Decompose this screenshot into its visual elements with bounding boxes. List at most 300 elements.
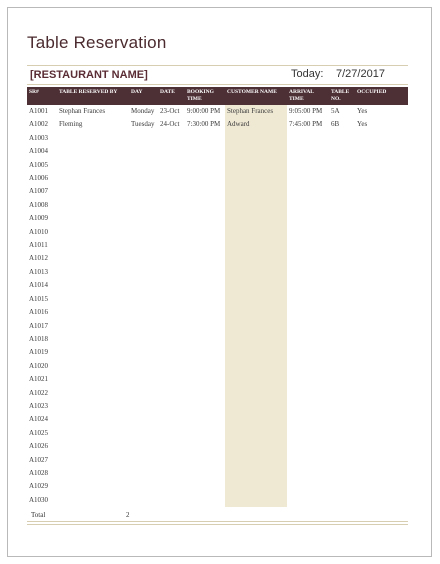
table-cell[interactable]	[355, 467, 408, 480]
table-row	[27, 454, 408, 467]
table-cell[interactable]	[185, 279, 225, 292]
table-row	[27, 212, 408, 225]
table-cell[interactable]: 7:45:00 PM	[289, 120, 323, 129]
table-cell[interactable]	[355, 159, 408, 172]
table-cell[interactable]	[158, 266, 185, 279]
table-cell[interactable]: A1003	[29, 133, 49, 142]
table-cell[interactable]	[287, 145, 329, 158]
table-row	[27, 360, 408, 373]
table-row	[27, 105, 408, 118]
table-cell[interactable]: Stephan Frances	[225, 105, 287, 118]
table-cell[interactable]	[185, 266, 225, 279]
table-row	[27, 333, 408, 346]
table-cell[interactable]	[185, 333, 225, 346]
table-cell[interactable]	[129, 172, 158, 185]
table-cell[interactable]	[287, 172, 329, 185]
table-cell[interactable]: A1010	[29, 227, 49, 236]
table-cell[interactable]	[129, 279, 158, 292]
table-cell[interactable]	[57, 333, 129, 346]
table-cell[interactable]	[287, 333, 329, 346]
table-cell[interactable]	[355, 266, 408, 279]
table-cell[interactable]	[185, 293, 225, 306]
table-cell[interactable]: 24-Oct	[160, 120, 180, 129]
table-cell[interactable]	[329, 212, 355, 225]
table-cell[interactable]	[185, 159, 225, 172]
restaurant-name[interactable]: [RESTAURANT NAME]	[30, 69, 148, 81]
table-cell[interactable]	[57, 185, 129, 198]
table-cell[interactable]	[129, 400, 158, 413]
table-cell[interactable]	[329, 467, 355, 480]
table-cell[interactable]	[158, 427, 185, 440]
column-header: TABLE RESERVED BY	[57, 87, 129, 105]
table-cell[interactable]	[158, 440, 185, 453]
table-cell[interactable]	[57, 306, 129, 319]
table-cell[interactable]	[57, 440, 129, 453]
table-cell[interactable]: A1017	[29, 321, 49, 330]
table-cell[interactable]	[287, 387, 329, 400]
table-cell[interactable]	[329, 413, 355, 426]
column-header: ARRIVAL TIME	[287, 87, 329, 105]
table-cell[interactable]	[355, 427, 408, 440]
table-cell[interactable]	[329, 333, 355, 346]
table-cell[interactable]	[329, 239, 355, 252]
table-cell[interactable]	[287, 252, 329, 265]
table-cell[interactable]	[355, 480, 408, 493]
table-cell[interactable]	[185, 226, 225, 239]
table-cell[interactable]	[57, 320, 129, 333]
table-cell[interactable]	[355, 172, 408, 185]
table-cell[interactable]	[329, 199, 355, 212]
table-cell[interactable]	[287, 413, 329, 426]
table-cell[interactable]	[185, 132, 225, 145]
table-cell[interactable]	[185, 346, 225, 359]
table-cell[interactable]	[225, 413, 287, 426]
table-cell[interactable]	[287, 346, 329, 359]
table-cell[interactable]	[185, 413, 225, 426]
table-cell[interactable]	[129, 239, 158, 252]
table-cell[interactable]: Adward	[225, 118, 287, 131]
table-cell[interactable]	[158, 145, 185, 158]
table-cell[interactable]	[355, 333, 408, 346]
table-cell[interactable]	[129, 306, 158, 319]
table-cell[interactable]	[287, 320, 329, 333]
table-cell[interactable]: A1008	[29, 200, 49, 209]
table-cell[interactable]: A1028	[29, 468, 49, 477]
table-cell[interactable]	[225, 440, 287, 453]
table-cell[interactable]	[329, 360, 355, 373]
table-cell[interactable]	[329, 480, 355, 493]
table-cell[interactable]	[57, 212, 129, 225]
reservation-table	[27, 87, 408, 507]
table-cell[interactable]: A1004	[29, 147, 49, 156]
table-row	[27, 480, 408, 493]
table-cell[interactable]	[355, 132, 408, 145]
table-cell[interactable]	[355, 494, 408, 507]
table-cell[interactable]	[129, 333, 158, 346]
table-cell[interactable]	[129, 132, 158, 145]
table-cell[interactable]	[57, 239, 129, 252]
table-cell[interactable]	[158, 132, 185, 145]
table-cell[interactable]	[355, 226, 408, 239]
table-cell[interactable]	[355, 239, 408, 252]
table-cell[interactable]	[225, 266, 287, 279]
table-cell[interactable]	[158, 467, 185, 480]
table-cell[interactable]	[287, 279, 329, 292]
table-cell[interactable]	[355, 454, 408, 467]
table-cell[interactable]	[129, 199, 158, 212]
table-cell[interactable]	[355, 400, 408, 413]
table-cell[interactable]: A1020	[29, 361, 49, 370]
table-cell[interactable]	[329, 293, 355, 306]
table-cell[interactable]	[129, 159, 158, 172]
table-cell[interactable]	[225, 373, 287, 386]
table-cell[interactable]: A1019	[29, 348, 49, 357]
table-cell[interactable]	[329, 145, 355, 158]
table-cell[interactable]	[129, 360, 158, 373]
table-cell[interactable]	[329, 266, 355, 279]
table-cell[interactable]	[57, 413, 129, 426]
table-cell[interactable]	[355, 252, 408, 265]
table-cell[interactable]: 6B	[331, 120, 340, 129]
table-cell[interactable]	[158, 199, 185, 212]
table-cell[interactable]	[158, 387, 185, 400]
table-row	[27, 226, 408, 239]
table-cell[interactable]	[129, 252, 158, 265]
table-cell[interactable]	[329, 306, 355, 319]
table-cell[interactable]	[287, 266, 329, 279]
table-cell[interactable]	[129, 373, 158, 386]
table-cell[interactable]	[287, 427, 329, 440]
table-cell[interactable]	[57, 199, 129, 212]
table-cell[interactable]	[225, 199, 287, 212]
table-cell[interactable]	[158, 226, 185, 239]
table-header-row	[27, 87, 408, 105]
table-cell[interactable]	[57, 387, 129, 400]
table-cell[interactable]	[57, 346, 129, 359]
table-cell[interactable]	[329, 494, 355, 507]
table-cell[interactable]: A1027	[29, 455, 49, 464]
table-row	[27, 293, 408, 306]
table-cell[interactable]	[355, 360, 408, 373]
table-cell[interactable]	[329, 172, 355, 185]
table-cell[interactable]	[185, 400, 225, 413]
table-cell[interactable]: A1007	[29, 187, 49, 196]
column-header: OCCUPIED	[355, 87, 408, 105]
table-cell[interactable]	[225, 427, 287, 440]
table-cell[interactable]	[129, 427, 158, 440]
table-cell[interactable]	[158, 373, 185, 386]
table-cell[interactable]	[287, 212, 329, 225]
table-cell[interactable]	[129, 145, 158, 158]
table-cell[interactable]	[185, 373, 225, 386]
table-cell[interactable]	[225, 346, 287, 359]
table-cell[interactable]	[57, 480, 129, 493]
table-cell[interactable]: A1012	[29, 254, 49, 263]
table-cell[interactable]	[355, 413, 408, 426]
today-label: Today:	[291, 68, 324, 80]
table-cell[interactable]	[158, 239, 185, 252]
table-cell[interactable]: A1022	[29, 388, 49, 397]
table-cell[interactable]	[225, 279, 287, 292]
table-cell[interactable]	[129, 293, 158, 306]
table-cell[interactable]	[225, 293, 287, 306]
table-cell[interactable]	[57, 226, 129, 239]
table-cell[interactable]	[57, 400, 129, 413]
table-cell[interactable]: Fleming	[59, 120, 83, 129]
table-cell[interactable]	[158, 454, 185, 467]
table-cell[interactable]: Stephan Frances	[59, 107, 106, 115]
column-header: CUSTOMER NAME	[225, 87, 287, 105]
table-cell[interactable]	[329, 252, 355, 265]
table-cell[interactable]	[158, 279, 185, 292]
table-cell[interactable]	[287, 132, 329, 145]
table-cell[interactable]	[225, 226, 287, 239]
table-cell[interactable]	[57, 454, 129, 467]
table-cell[interactable]	[57, 373, 129, 386]
table-cell[interactable]	[287, 440, 329, 453]
table-cell[interactable]	[158, 172, 185, 185]
table-cell[interactable]	[355, 346, 408, 359]
table-cell[interactable]	[57, 172, 129, 185]
table-cell[interactable]	[225, 467, 287, 480]
table-cell[interactable]	[185, 306, 225, 319]
table-cell[interactable]	[57, 293, 129, 306]
table-cell[interactable]	[225, 320, 287, 333]
table-cell[interactable]	[329, 440, 355, 453]
table-cell[interactable]: A1002	[29, 120, 49, 129]
table-cell[interactable]: A1018	[29, 334, 49, 343]
table-cell[interactable]	[355, 185, 408, 198]
table-cell[interactable]	[57, 266, 129, 279]
table-cell[interactable]	[158, 159, 185, 172]
total-value: 2	[126, 511, 130, 519]
table-cell[interactable]	[329, 400, 355, 413]
table-cell[interactable]: A1026	[29, 442, 49, 451]
table-cell[interactable]: A1015	[29, 294, 49, 303]
table-cell[interactable]	[287, 480, 329, 493]
table-cell[interactable]	[158, 333, 185, 346]
table-cell[interactable]	[287, 239, 329, 252]
table-cell[interactable]	[329, 320, 355, 333]
table-cell[interactable]	[355, 320, 408, 333]
table-cell[interactable]	[57, 427, 129, 440]
table-cell[interactable]: Yes	[357, 107, 368, 115]
table-cell[interactable]	[287, 494, 329, 507]
table-cell[interactable]	[129, 413, 158, 426]
table-cell[interactable]: A1030	[29, 495, 49, 504]
table-cell[interactable]	[287, 159, 329, 172]
table-cell[interactable]	[185, 239, 225, 252]
table-cell[interactable]: 5A	[331, 107, 340, 115]
table-row	[27, 199, 408, 212]
table-cell[interactable]: A1029	[29, 482, 49, 491]
table-cell[interactable]	[129, 440, 158, 453]
table-cell[interactable]	[158, 494, 185, 507]
table-cell[interactable]	[185, 440, 225, 453]
table-cell[interactable]	[57, 494, 129, 507]
table-cell[interactable]	[329, 159, 355, 172]
table-cell[interactable]	[329, 387, 355, 400]
table-cell[interactable]	[329, 346, 355, 359]
total-label: Total	[31, 511, 46, 519]
table-cell[interactable]: A1024	[29, 415, 49, 424]
table-cell[interactable]	[185, 185, 225, 198]
table-cell[interactable]: A1005	[29, 160, 49, 169]
table-cell[interactable]	[329, 279, 355, 292]
table-cell[interactable]	[355, 212, 408, 225]
table-cell[interactable]	[158, 360, 185, 373]
table-cell[interactable]	[129, 320, 158, 333]
table-cell[interactable]	[225, 400, 287, 413]
table-cell[interactable]	[329, 226, 355, 239]
table-cell[interactable]	[329, 185, 355, 198]
table-cell[interactable]	[57, 467, 129, 480]
table-cell[interactable]: A1006	[29, 174, 49, 183]
table-cell[interactable]	[329, 132, 355, 145]
table-cell[interactable]	[225, 239, 287, 252]
table-cell[interactable]	[355, 373, 408, 386]
table-cell[interactable]	[287, 185, 329, 198]
table-row	[27, 467, 408, 480]
table-cell[interactable]	[129, 480, 158, 493]
table-cell[interactable]: 7:30:00 PM	[187, 120, 221, 129]
column-header: BOOKING TIME	[185, 87, 225, 105]
table-cell[interactable]	[225, 159, 287, 172]
table-cell[interactable]	[158, 185, 185, 198]
table-cell[interactable]	[129, 266, 158, 279]
table-cell[interactable]	[287, 199, 329, 212]
table-cell[interactable]	[287, 454, 329, 467]
table-cell[interactable]: A1016	[29, 308, 49, 317]
table-cell[interactable]	[329, 454, 355, 467]
table-cell[interactable]	[129, 454, 158, 467]
table-cell[interactable]	[287, 400, 329, 413]
table-cell[interactable]	[129, 212, 158, 225]
table-cell[interactable]: A1023	[29, 401, 49, 410]
table-row	[27, 185, 408, 198]
table-cell[interactable]	[185, 172, 225, 185]
table-cell[interactable]	[158, 346, 185, 359]
table-cell[interactable]	[185, 427, 225, 440]
table-cell[interactable]: A1011	[29, 241, 48, 250]
table-cell[interactable]	[185, 199, 225, 212]
table-cell[interactable]: 23-Oct	[160, 107, 180, 115]
table-cell[interactable]: 9:05:00 PM	[289, 107, 323, 115]
table-cell[interactable]	[355, 440, 408, 453]
table-cell[interactable]	[225, 387, 287, 400]
table-cell[interactable]	[129, 494, 158, 507]
table-cell[interactable]	[158, 480, 185, 493]
table-cell[interactable]	[129, 226, 158, 239]
table-cell[interactable]	[57, 145, 129, 158]
table-cell[interactable]	[129, 467, 158, 480]
table-cell[interactable]	[57, 360, 129, 373]
table-cell[interactable]	[355, 199, 408, 212]
table-cell[interactable]	[225, 480, 287, 493]
table-cell[interactable]	[287, 306, 329, 319]
table-cell[interactable]	[225, 145, 287, 158]
table-cell[interactable]	[225, 333, 287, 346]
table-cell[interactable]: A1014	[29, 281, 49, 290]
table-cell[interactable]	[329, 373, 355, 386]
table-cell[interactable]	[225, 172, 287, 185]
table-cell[interactable]	[287, 467, 329, 480]
table-cell[interactable]	[225, 212, 287, 225]
table-cell[interactable]: A1013	[29, 267, 49, 276]
table-cell[interactable]: 9:00:00 PM	[187, 107, 221, 115]
table-cell[interactable]	[57, 159, 129, 172]
divider-bottom	[27, 521, 408, 522]
table-cell[interactable]	[225, 252, 287, 265]
table-cell[interactable]	[225, 454, 287, 467]
table-cell[interactable]	[185, 212, 225, 225]
table-cell[interactable]	[158, 400, 185, 413]
table-cell[interactable]	[355, 387, 408, 400]
table-cell[interactable]: A1021	[29, 375, 49, 384]
table-cell[interactable]	[287, 293, 329, 306]
table-cell[interactable]: A1009	[29, 214, 49, 223]
table-cell[interactable]	[158, 306, 185, 319]
table-cell[interactable]	[158, 293, 185, 306]
table-row	[27, 266, 408, 279]
table-cell[interactable]	[129, 387, 158, 400]
table-cell[interactable]	[355, 279, 408, 292]
table-cell[interactable]	[158, 413, 185, 426]
table-cell[interactable]	[225, 185, 287, 198]
table-cell[interactable]: A1025	[29, 428, 49, 437]
table-row	[27, 387, 408, 400]
table-cell[interactable]	[355, 306, 408, 319]
table-cell[interactable]	[287, 360, 329, 373]
table-cell[interactable]	[185, 252, 225, 265]
table-cell[interactable]: Monday	[131, 107, 155, 115]
table-cell[interactable]	[185, 320, 225, 333]
table-cell[interactable]	[225, 306, 287, 319]
table-cell[interactable]	[185, 387, 225, 400]
table-row	[27, 132, 408, 145]
table-cell[interactable]	[185, 494, 225, 507]
table-row	[27, 373, 408, 386]
table-cell[interactable]	[158, 320, 185, 333]
table-row	[27, 118, 408, 131]
table-cell[interactable]: Yes	[357, 120, 368, 129]
table-cell[interactable]: Tuesday	[131, 120, 155, 129]
table-cell[interactable]	[185, 467, 225, 480]
table-cell[interactable]	[185, 454, 225, 467]
table-cell[interactable]: A1001	[29, 107, 49, 115]
table-cell[interactable]	[225, 494, 287, 507]
table-cell[interactable]	[355, 145, 408, 158]
table-cell[interactable]	[225, 132, 287, 145]
table-cell[interactable]	[129, 185, 158, 198]
table-cell[interactable]	[185, 145, 225, 158]
table-cell[interactable]	[57, 252, 129, 265]
table-cell[interactable]	[355, 293, 408, 306]
table-cell[interactable]	[57, 279, 129, 292]
table-cell[interactable]	[158, 252, 185, 265]
table-cell[interactable]	[57, 132, 129, 145]
table-row	[27, 279, 408, 292]
table-cell[interactable]	[287, 373, 329, 386]
table-cell[interactable]	[329, 427, 355, 440]
table-cell[interactable]	[225, 360, 287, 373]
table-cell[interactable]	[185, 360, 225, 373]
table-cell[interactable]	[185, 480, 225, 493]
today-date[interactable]: 7/27/2017	[336, 68, 385, 80]
table-cell[interactable]	[287, 226, 329, 239]
table-cell[interactable]	[158, 212, 185, 225]
table-cell[interactable]	[129, 346, 158, 359]
